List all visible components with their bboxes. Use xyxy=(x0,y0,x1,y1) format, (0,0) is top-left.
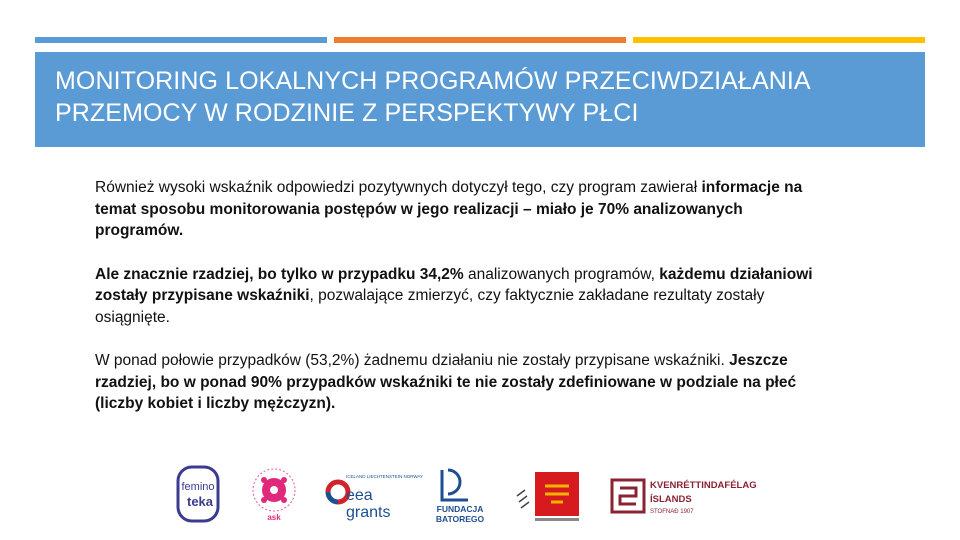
p1-text-bold: informacje na temat sposobu monitorowania postępów w jego realizacji – miało je 70% analizowanych programów. xyxy=(95,179,803,239)
svg-text:KVENRÉTTINDAFÉLAG: KVENRÉTTINDAFÉLAG xyxy=(650,480,757,491)
svg-text:BATOREGO: BATOREGO xyxy=(435,514,485,524)
slide-body xyxy=(95,177,815,437)
paragraph-3 xyxy=(95,350,815,415)
eea-grants-logo xyxy=(320,464,424,524)
feminoteka-logo xyxy=(175,464,221,524)
svg-text:FUNDACJA: FUNDACJA xyxy=(436,504,484,514)
p1-text-regular: Również wysoki wskaźnik odpowiedzi pozytywnych dotyczył tego, czy program zawierał xyxy=(95,179,702,196)
svg-text:ask: ask xyxy=(267,513,281,522)
p3-text-regular: W ponad połowie przypadków (53,2%) żadnemu działaniu nie zostały przypisane wskaźniki. xyxy=(95,352,730,369)
p2-text-regular-2: , pozwalające zmierzyć, czy faktycznie zakładane rezultaty zostały osiągnięte. xyxy=(95,287,765,326)
red-association-logo xyxy=(515,466,587,524)
p2-text-bold-2: każdemu działaniowi zostały przypisane wskaźniki xyxy=(95,265,813,304)
accent-bar-orange xyxy=(334,37,626,43)
paragraph-2 xyxy=(95,264,815,329)
slide-title-line-2: PRZEMOCY W RODZINIE Z PERSPEKTYWY PŁCI xyxy=(55,99,639,127)
accent-bar-yellow xyxy=(633,37,925,43)
svg-text:ÍSLANDS: ÍSLANDS xyxy=(650,494,692,505)
slide-title xyxy=(55,65,915,129)
p3-text-bold: Jeszcze rzadziej, bo w ponad 90% przypadków wskaźniki te nie zostały zdefiniowane w podziale na płeć (liczby kobiet i liczby mężczyzn). xyxy=(95,352,797,412)
svg-text:femino: femino xyxy=(181,481,215,493)
partner-logos xyxy=(175,462,795,527)
paragraph-1 xyxy=(95,177,815,242)
kvenrettindafelag-logo xyxy=(610,476,780,518)
title-banner xyxy=(35,52,925,147)
slide-title-line-1: MONITORING LOKALNYCH PROGRAMÓW PRZECIWDZIAŁANIA xyxy=(55,67,811,95)
p2-text-regular-1: analizowanych programów, xyxy=(463,265,660,283)
accent-bar-blue xyxy=(35,37,327,43)
ask-logo xyxy=(250,464,298,524)
fundacja-batorego-logo xyxy=(430,464,490,526)
svg-text:STOFNAÐ 1907: STOFNAÐ 1907 xyxy=(650,509,694,515)
svg-text:ICELAND LIECHTENSTEIN NORWAY: ICELAND LIECHTENSTEIN NORWAY xyxy=(346,474,424,479)
p2-text-bold-1: Ale znacznie rzadziej, bo tylko w przypadku 34,2% xyxy=(95,265,464,283)
svg-text:grants: grants xyxy=(346,504,391,521)
svg-text:eea: eea xyxy=(346,487,373,504)
svg-text:teka: teka xyxy=(186,494,214,509)
